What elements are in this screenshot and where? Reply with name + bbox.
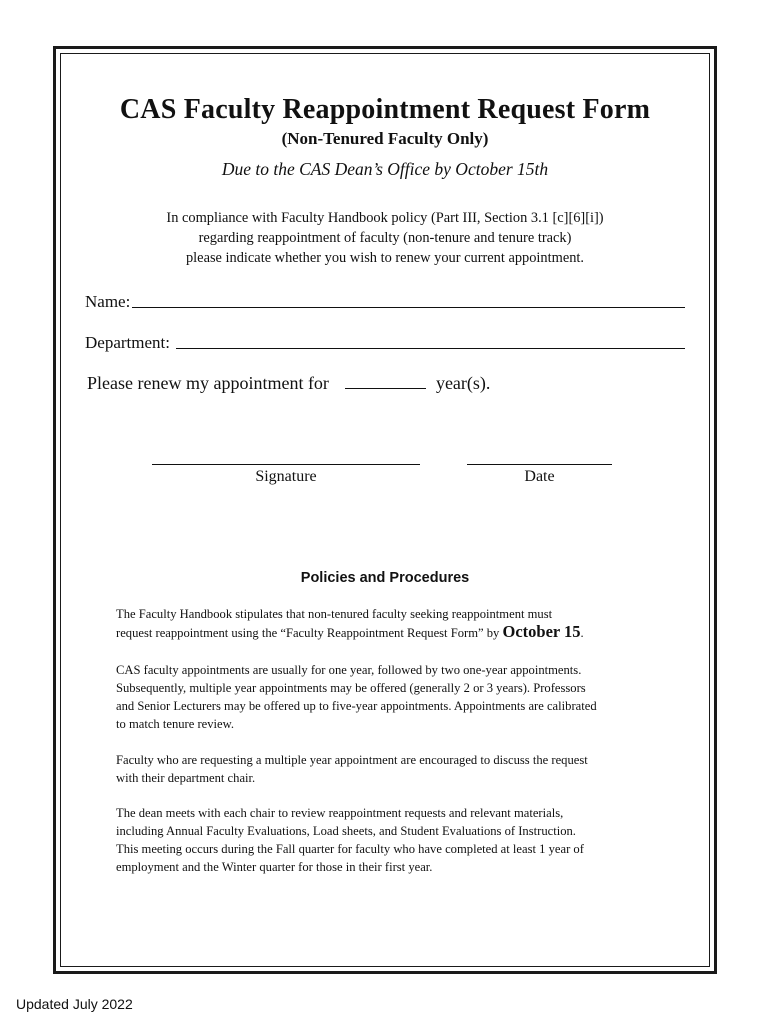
policy-line: Subsequently, multiple year appointments may be offered (generally 2 or 3 years). Professors — [116, 681, 586, 695]
policy-paragraph — [116, 605, 706, 642]
policy-line: to match tenure review. — [116, 717, 235, 731]
policy-paragraph — [116, 804, 706, 876]
deadline-emphasis: October 15 — [502, 622, 581, 641]
policy-line: employment and the Winter quarter for those in their first year. — [116, 860, 433, 874]
policy-line: CAS faculty appointments are usually for one year, followed by two one-year appointments. — [116, 663, 582, 677]
years-input-line[interactable] — [345, 388, 426, 389]
policy-line: and Senior Lecturers may be offered up to five-year appointments. Appointments are calibrated — [116, 699, 597, 713]
form-inner-border — [60, 53, 710, 967]
name-input-line[interactable] — [132, 307, 685, 308]
policies-heading: Policies and Procedures — [300, 570, 470, 586]
signature-label: Signature — [255, 468, 317, 485]
policy-line: Faculty who are requesting a multiple year appointment are encouraged to discuss the request — [116, 753, 588, 767]
policy-line: with their department chair. — [116, 771, 256, 785]
policy-line: This meeting occurs during the Fall quarter for faculty who have completed at least 1 year of — [116, 842, 584, 856]
form-subtitle: (Non-Tenured Faculty Only) — [281, 129, 489, 148]
policy-line: including Annual Faculty Evaluations, Load sheets, and Student Evaluations of Instruction. — [116, 824, 576, 838]
intro-line: In compliance with Faculty Handbook policy (Part III, Section 3.1 [c][6][i]) — [166, 210, 604, 226]
name-field[interactable] — [85, 292, 685, 312]
policy-line: The Faculty Handbook stipulates that non-tenured faculty seeking reappointment must — [116, 607, 553, 621]
policy-paragraph — [116, 661, 706, 733]
department-label: Department: — [85, 333, 170, 352]
policy-text: . — [580, 626, 584, 640]
renew-suffix: year(s). — [435, 373, 491, 393]
department-input-line[interactable] — [176, 348, 685, 349]
policy-paragraph — [116, 751, 706, 787]
form-border — [53, 46, 717, 974]
updated-footer: Updated July 2022 — [16, 996, 133, 1012]
policy-line — [116, 623, 706, 642]
intro-text — [61, 208, 709, 268]
policy-text: request reappointment using the “Faculty Reappointment Request Form” by — [116, 626, 503, 640]
department-field[interactable] — [85, 333, 685, 353]
name-label: Name: — [85, 292, 131, 311]
renewal-years-field[interactable] — [87, 373, 490, 394]
date-label: Date — [524, 468, 555, 485]
policy-line: The dean meets with each chair to review reappointment requests and relevant materials, — [116, 806, 564, 820]
date-input-line[interactable] — [467, 464, 612, 465]
intro-line: please indicate whether you wish to renew your current appointment. — [185, 250, 584, 266]
signature-input-line[interactable] — [152, 464, 420, 465]
renew-prefix: Please renew my appointment for — [87, 373, 329, 393]
due-date-notice: Due to the CAS Dean’s Office by October 15th — [221, 159, 549, 179]
intro-line: regarding reappointment of faculty (non-tenure and tenure track) — [198, 230, 572, 246]
form-title: CAS Faculty Reappointment Request Form — [119, 94, 651, 125]
